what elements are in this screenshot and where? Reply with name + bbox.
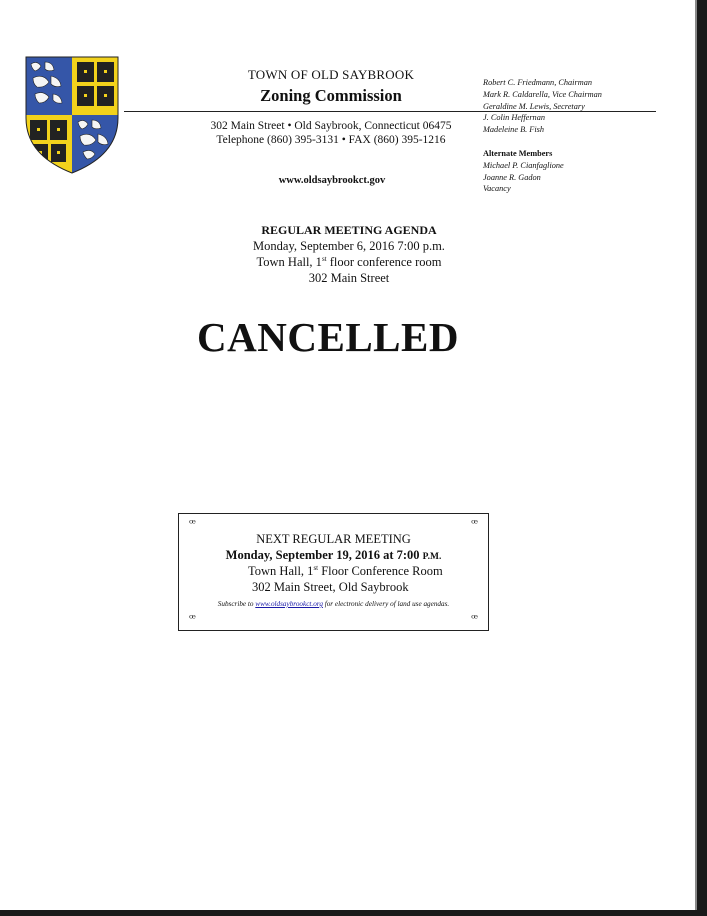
alternate-members-heading: Alternate Members xyxy=(483,148,553,158)
next-meeting-location: Town Hall, 1st Floor Conference Room xyxy=(248,563,443,578)
cancelled-notice: CANCELLED xyxy=(197,314,459,360)
next-meeting-street: 302 Main Street, Old Saybrook xyxy=(252,580,409,594)
subscribe-link[interactable]: www.oldsaybrookct.org xyxy=(255,600,323,608)
page-edge-right xyxy=(697,0,707,916)
agenda-block xyxy=(200,222,498,286)
subscribe-note: Subscribe to www.oldsaybrookct.org for electronic delivery of land use agendas. xyxy=(217,600,450,608)
ornament-icon: ꟹ xyxy=(189,613,196,625)
member-name: Mark R. Caldarella, Vice Chairman xyxy=(483,89,602,99)
page-edge-bottom xyxy=(0,910,707,916)
agenda-street: 302 Main Street xyxy=(308,271,390,285)
alternate-member-name: Joanne R. Gadon xyxy=(483,172,541,182)
address: 302 Main Street • Old Saybrook, Connecticut 06475 xyxy=(210,120,452,132)
next-meeting-heading: NEXT REGULAR MEETING xyxy=(256,532,411,546)
commission-title: Zoning Commission xyxy=(260,86,402,105)
website: www.oldsaybrookct.gov xyxy=(278,175,386,186)
member-name: Madeleine B. Fish xyxy=(483,125,545,135)
town-name: TOWN OF OLD SAYBROOK xyxy=(247,67,415,82)
member-name: Robert C. Friedmann, Chairman xyxy=(483,78,593,87)
ornament-icon: ꟹ xyxy=(189,518,196,530)
alternate-member-name: Michael P. Cianfaglione xyxy=(483,160,564,170)
member-list xyxy=(483,77,683,195)
ornament-icon: ꟹ xyxy=(471,613,478,625)
next-meeting-date: Monday, September 19, 2016 at 7:00 P.M. xyxy=(225,548,442,562)
agenda-location: Town Hall, 1st floor conference room xyxy=(256,254,442,269)
next-meeting-box xyxy=(178,513,489,631)
alternate-member-name: Vacancy xyxy=(483,184,511,194)
agenda-heading: REGULAR MEETING AGENDA xyxy=(261,223,437,237)
member-name: Geraldine M. Lewis, Secretary xyxy=(483,101,585,111)
agenda-date: Monday, September 6, 2016 7:00 p.m. xyxy=(253,239,445,253)
town-crest-logo xyxy=(25,56,119,174)
phone-fax: Telephone (860) 395-3131 • FAX (860) 395-1216 xyxy=(216,134,446,146)
member-name: J. Colin Heffernan xyxy=(483,113,545,123)
ornament-icon: ꟹ xyxy=(471,518,478,530)
